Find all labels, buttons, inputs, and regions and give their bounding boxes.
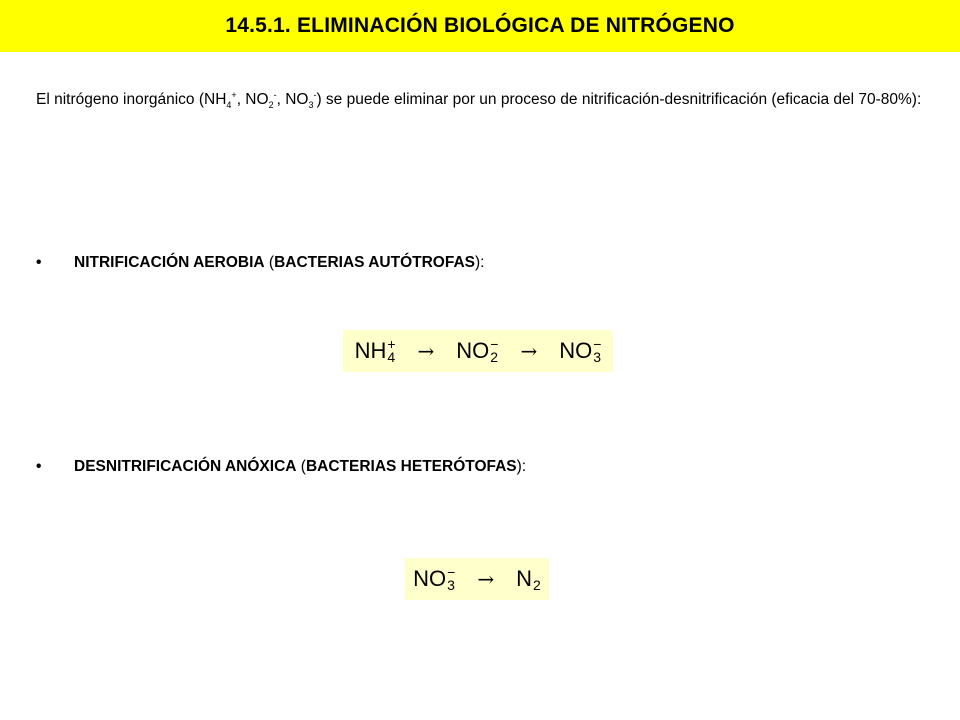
denitrification-title: DESNITRIFICACIÓN ANÓXICA: [74, 458, 297, 475]
denitrification-bullet: [36, 458, 526, 476]
ammonium-base: NH: [354, 338, 387, 363]
no3-subscript: 3: [308, 100, 314, 111]
bullet-dot: •: [36, 458, 42, 475]
nitrate-formula: [559, 338, 601, 364]
ammonium-charge: +: [387, 336, 396, 352]
nitrite-base: NO: [456, 338, 490, 363]
ammonium-formula: [355, 338, 396, 364]
denitrification-open-paren: (: [296, 458, 306, 475]
nitrate-base: NO: [413, 566, 447, 591]
nitrification-organism: BACTERIAS AUTÓTROFAS: [274, 254, 475, 271]
nitrification-equation: [343, 330, 613, 372]
reaction-arrow-icon: →: [417, 339, 435, 363]
no2-superscript: -: [273, 89, 277, 100]
nitrate-index: 3: [447, 577, 455, 593]
page-title: 14.5.1. ELIMINACIÓN BIOLÓGICA DE NITRÓGENO: [225, 14, 735, 37]
nitrate-formula: [413, 566, 455, 592]
nitrite-charge: −: [490, 336, 499, 352]
nitrate-charge: −: [447, 564, 456, 580]
title-banner: [0, 0, 960, 52]
nitrogen-index: 2: [533, 577, 541, 593]
bullet-dot: •: [36, 254, 42, 271]
nh4-superscript: +: [231, 89, 237, 100]
intro-text-2: , NO: [236, 91, 269, 108]
ammonium-index: 4: [387, 349, 396, 365]
denitrification-equation: [405, 558, 549, 600]
nitrification-open-paren: (: [264, 254, 275, 271]
nitrate-base: NO: [559, 338, 593, 363]
nitrification-title: NITRIFICACIÓN AEROBIA: [74, 254, 265, 271]
intro-paragraph: [36, 84, 936, 115]
nitrite-index: 2: [490, 349, 499, 365]
nitrite-formula: [456, 338, 498, 364]
intro-text-4: ) se puede eliminar por un proceso de nitrificación-desnitrificación (eficacia del 70-80%):: [316, 91, 922, 108]
no3-superscript: -: [313, 89, 317, 100]
nitrification-close-paren: ):: [475, 254, 485, 271]
reaction-arrow-icon: →: [477, 567, 495, 591]
nitrate-index: 3: [593, 349, 602, 365]
reaction-arrow-icon: →: [520, 339, 538, 363]
intro-text-1: El nitrógeno inorgánico (NH: [36, 91, 227, 108]
nitrate-charge: −: [593, 336, 602, 352]
nitrogen-formula: [516, 566, 541, 592]
nitrification-bullet: [36, 254, 484, 272]
intro-text-3: , NO: [276, 91, 309, 108]
no2-subscript: 2: [268, 100, 274, 111]
denitrification-organism: BACTERIAS HETERÓTOFAS: [305, 458, 517, 475]
nh4-subscript: 4: [226, 100, 232, 111]
nitrogen-base: N: [516, 566, 533, 591]
denitrification-close-paren: ):: [516, 458, 527, 475]
